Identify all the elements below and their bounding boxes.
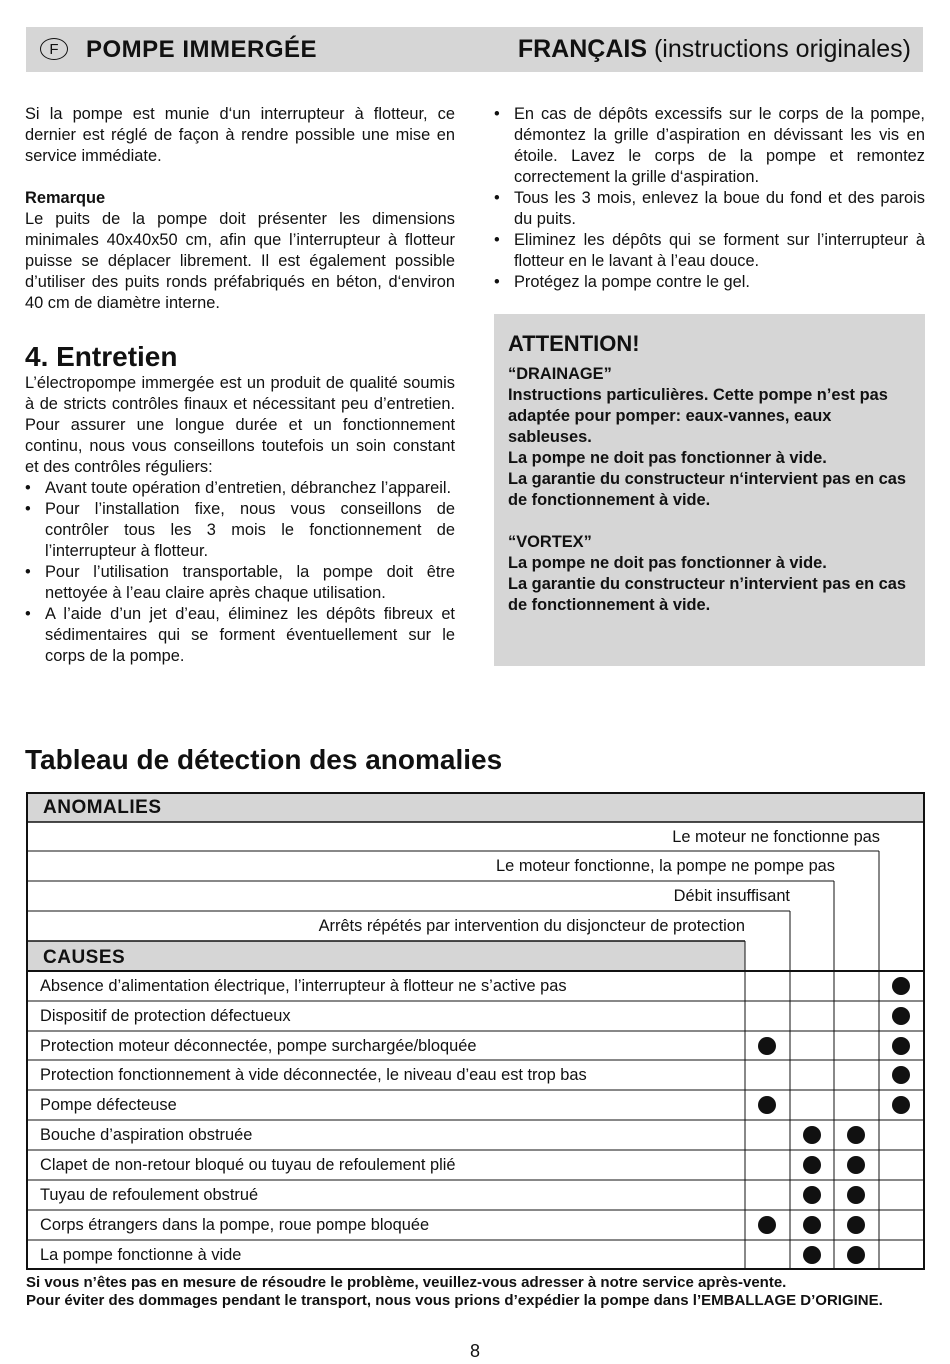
attention-title: ATTENTION! xyxy=(508,331,640,356)
anomaly-label: Le moteur fonctionne, la pompe ne pompe pas xyxy=(496,857,835,875)
anomaly-label: Le moteur ne fonctionne pas xyxy=(672,828,880,846)
drainage-line: Instructions particulières. Cette pompe n’est pas adaptée pour pomper: eaux-vannes, eaux sableuses. xyxy=(508,386,888,446)
cause-label: Bouche d’aspiration obstruée xyxy=(40,1126,253,1144)
list-item: • En cas de dépôts excessifs sur le corps de la pompe, démontez la grille d’aspiration en dévissant les vis en étoile. Lavez le corps de la pompe et remontez correctement la grille d‘aspiration. xyxy=(494,104,925,188)
language-note: (instructions originales) xyxy=(653,35,911,63)
mark-dot xyxy=(847,1186,865,1204)
drainage-title: “DRAINAGE” xyxy=(508,365,612,383)
mark-dot xyxy=(758,1037,776,1055)
vortex-line: La garantie du constructeur n’intervient pas en cas de fonctionnement à vide. xyxy=(508,575,907,614)
mark-dot xyxy=(892,1096,910,1114)
causes-header: CAUSES xyxy=(43,947,126,968)
mark-dot xyxy=(847,1126,865,1144)
section-paragraph: L’électropompe immergée est un produit de qualité soumis à de stricts contrôles finaux et nécessitant peu d’entretien. Pour assurer une longue durée et un fonctionnement continu, nous vous conseillons toutefois un soin constant et des contrôles réguliers: xyxy=(25,374,455,476)
mark-dot xyxy=(847,1246,865,1264)
mark-dot xyxy=(847,1156,865,1174)
language-badge: F xyxy=(40,38,68,60)
vortex-title: “VORTEX” xyxy=(508,533,592,551)
page-header xyxy=(26,27,923,72)
drainage-line: La pompe ne doit pas fonctionner à vide. xyxy=(508,449,827,467)
cause-label: Corps étrangers dans la pompe, roue pompe bloquée xyxy=(40,1216,430,1234)
drainage-line: La garantie du constructeur n‘intervient pas en cas de fonctionnement à vide. xyxy=(508,470,907,509)
vortex-line: La pompe ne doit pas fonctionner à vide. xyxy=(508,554,827,572)
footer-line: Si vous n’êtes pas en mesure de résoudre le problème, veuillez-vous adresser à notre service après-vente. xyxy=(26,1274,787,1291)
anomaly-label: Débit insuffisant xyxy=(673,887,790,905)
anomaly-label: Arrêts répétés par intervention du disjoncteur de protection xyxy=(318,917,745,935)
mark-dot xyxy=(892,1007,910,1025)
list-item: • Eliminez les dépôts qui se forment sur l’interrupteur à flotteur en le lavant à l’eau douce. xyxy=(494,230,925,272)
header-title: POMPE IMMERGÉE xyxy=(86,36,318,63)
mark-dot xyxy=(758,1216,776,1234)
page-number: 8 xyxy=(469,1341,480,1361)
list-item: • Avant toute opération d’entretien, débranchez l’appareil. xyxy=(25,478,455,499)
mark-dot xyxy=(803,1156,821,1174)
anomaly-table xyxy=(26,792,925,1270)
mark-dot xyxy=(758,1096,776,1114)
attention-box xyxy=(494,314,925,666)
mark-dot xyxy=(803,1126,821,1144)
maintenance-list-continued xyxy=(494,104,925,293)
mark-dot xyxy=(803,1186,821,1204)
language-name: FRANÇAIS xyxy=(517,35,647,63)
footer-line: Pour éviter des dommages pendant le transport, nous vous prions d’expédier la pompe dans l’EMBALLAGE D’ORIGINE. xyxy=(26,1292,883,1309)
list-item: • Protégez la pompe contre le gel. xyxy=(494,272,925,293)
cause-label: Tuyau de refoulement obstrué xyxy=(40,1186,259,1204)
cause-label: Dispositif de protection défectueux xyxy=(40,1007,291,1025)
right-column xyxy=(494,104,925,293)
left-column xyxy=(25,104,455,667)
mark-dot xyxy=(892,1066,910,1084)
cause-label: Pompe défecteuse xyxy=(40,1096,177,1114)
list-item: • Tous les 3 mois, enlevez la boue du fond et des parois du puits. xyxy=(494,188,925,230)
cause-label: Protection fonctionnement à vide déconnectée, le niveau d’eau est trop bas xyxy=(40,1066,587,1084)
cause-label: La pompe fonctionne à vide xyxy=(40,1246,242,1264)
maintenance-list xyxy=(25,478,455,667)
mark-dot xyxy=(892,1037,910,1055)
list-item: • Pour l’utilisation transportable, la pompe doit être nettoyée à l’eau claire après chaque utilisation. xyxy=(25,562,455,604)
cause-label: Clapet de non-retour bloqué ou tuyau de refoulement plié xyxy=(40,1156,456,1174)
intro-paragraph: Si la pompe est munie d‘un interrupteur à flotteur, ce dernier est réglé de façon à rendre possible une mise en service immédiate. xyxy=(25,105,455,165)
list-item: • A l’aide d’un jet d’eau, éliminez les dépôts fibreux et sédimentaires qui se forment éventuellement sur le corps de la pompe. xyxy=(25,604,455,667)
mark-dot xyxy=(803,1246,821,1264)
mark-dot xyxy=(803,1216,821,1234)
anomalies-header: ANOMALIES xyxy=(43,797,162,818)
list-item: • Pour l’installation fixe, nous vous conseillons de contrôler tous les 3 mois le fonctionnement de l’interrupteur à flotteur. xyxy=(25,499,455,562)
mark-dot xyxy=(847,1216,865,1234)
remark-title: Remarque xyxy=(25,189,106,207)
mark-dot xyxy=(892,977,910,995)
footer-note xyxy=(26,1274,883,1310)
section-title: 4. Entretien xyxy=(25,341,178,372)
cause-label: Absence d’alimentation électrique, l’interrupteur à flotteur ne s’active pas xyxy=(40,977,567,995)
table-title: Tableau de détection des anomalies xyxy=(25,744,503,775)
remark-paragraph: Le puits de la pompe doit présenter les dimensions minimales 40x40x50 cm, afin que l’interrupteur à flotteur puisse se déplacer librement. Il est également possible d’utiliser des puits ronds préfabriqués en béton, d‘environ 40 cm de diamètre interne. xyxy=(25,210,455,312)
cause-label: Protection moteur déconnectée, pompe surchargée/bloquée xyxy=(40,1037,477,1055)
header-language xyxy=(518,35,911,64)
